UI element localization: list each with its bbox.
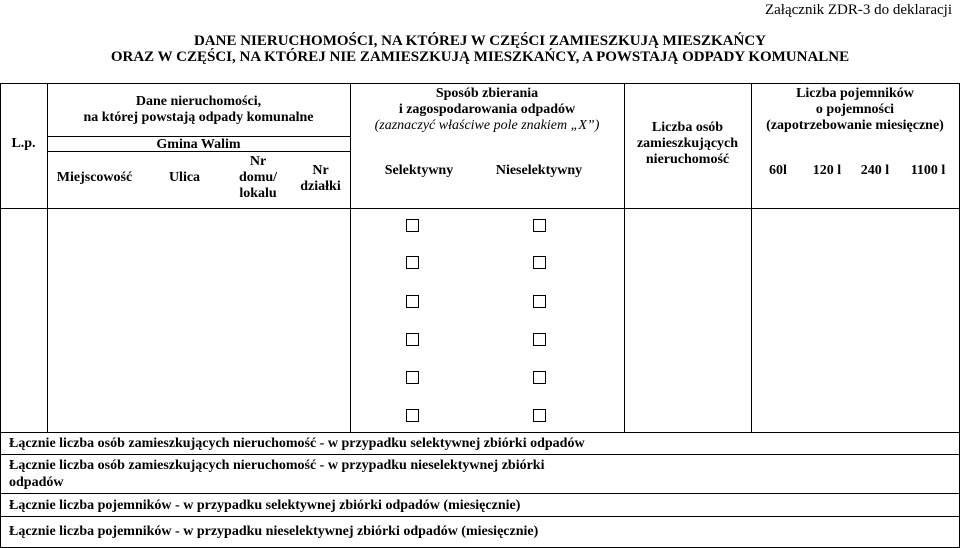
- nonselective-checkbox[interactable]: [533, 256, 546, 269]
- summary-residents-selective: Łącznie liczba osób zamieszkujących nieruchomość - w przypadku selektywnej zbiórki odpadów: [9, 436, 585, 451]
- nonselective-checkbox[interactable]: [533, 409, 546, 422]
- collection-header-1: Sposób zbierania: [435, 86, 539, 101]
- collection-note: (zaznaczyć właściwe pole znakiem „X”): [374, 118, 600, 133]
- municipality: Gmina Walim: [156, 137, 241, 152]
- col-house-2: domu/: [238, 170, 278, 185]
- size-60: 60l: [769, 163, 787, 178]
- nonselective-checkbox[interactable]: [533, 219, 546, 232]
- col-selective: Selektywny: [384, 163, 454, 178]
- property-header-1: Dane nieruchomości,: [135, 94, 262, 109]
- property-header-2: na której powstają odpady komunalne: [83, 110, 314, 125]
- summary-containers-selective: Łącznie liczba pojemników - w przypadku selektywnej zbiórki odpadów (miesięcznie): [9, 498, 521, 513]
- containers-header-2: o pojemności: [815, 102, 895, 117]
- nonselective-checkbox[interactable]: [533, 333, 546, 346]
- size-120: 120 l: [812, 163, 842, 178]
- summary-containers-nonselective: Łącznie liczba pojemników - w przypadku nieselektywnej zbiórki odpadów (miesięcznie): [9, 524, 539, 539]
- col-street: Ulica: [168, 170, 201, 185]
- selective-checkbox[interactable]: [406, 295, 419, 308]
- col-house-3: lokalu: [239, 186, 277, 201]
- summary-residents-nonselective: Łącznie liczba osób zamieszkujących nieruchomość - w przypadku nieselektywnej zbiórki: [9, 458, 545, 473]
- residents-header-3: nieruchomość: [645, 152, 730, 167]
- nonselective-checkbox[interactable]: [533, 295, 546, 308]
- selective-checkbox[interactable]: [406, 371, 419, 384]
- col-plot-1: Nr: [312, 163, 329, 178]
- size-1100: 1100 l: [910, 163, 946, 178]
- heading-line-2: ORAZ W CZĘŚCI, NA KTÓREJ NIE ZAMIESZKUJĄ MIESZKAŃCY, A POWSTAJĄ ODPADY KOMUNALNE: [110, 49, 850, 65]
- annex-label: Załącznik ZDR-3 do deklaracji: [764, 2, 952, 18]
- col-nonselective: Nieselektywny: [495, 163, 583, 178]
- col-locality: Miejscowość: [56, 170, 133, 185]
- residents-header-2: zamieszkujących: [636, 136, 739, 151]
- col-plot-2: działki: [300, 179, 341, 194]
- selective-checkbox[interactable]: [406, 333, 419, 346]
- col-house-1: Nr: [249, 154, 267, 169]
- nonselective-checkbox[interactable]: [533, 371, 546, 384]
- selective-checkbox[interactable]: [406, 256, 419, 269]
- selective-checkbox[interactable]: [406, 409, 419, 422]
- collection-header-2: i zagospodarowania odpadów: [398, 102, 576, 117]
- residents-header-1: Liczba osób: [651, 120, 724, 135]
- col-lp: L.p.: [11, 136, 36, 151]
- selective-checkbox[interactable]: [406, 219, 419, 232]
- size-240: 240 l: [860, 163, 890, 178]
- containers-header-3: (zapotrzebowanie miesięczne): [766, 118, 944, 133]
- containers-header-1: Liczba pojemników: [796, 86, 914, 101]
- heading-line-1: DANE NIERUCHOMOŚCI, NA KTÓREJ W CZĘŚCI ZAMIESZKUJĄ MIESZKAŃCY: [193, 33, 767, 49]
- summary-residents-nonselective-cont: odpadów: [9, 475, 64, 490]
